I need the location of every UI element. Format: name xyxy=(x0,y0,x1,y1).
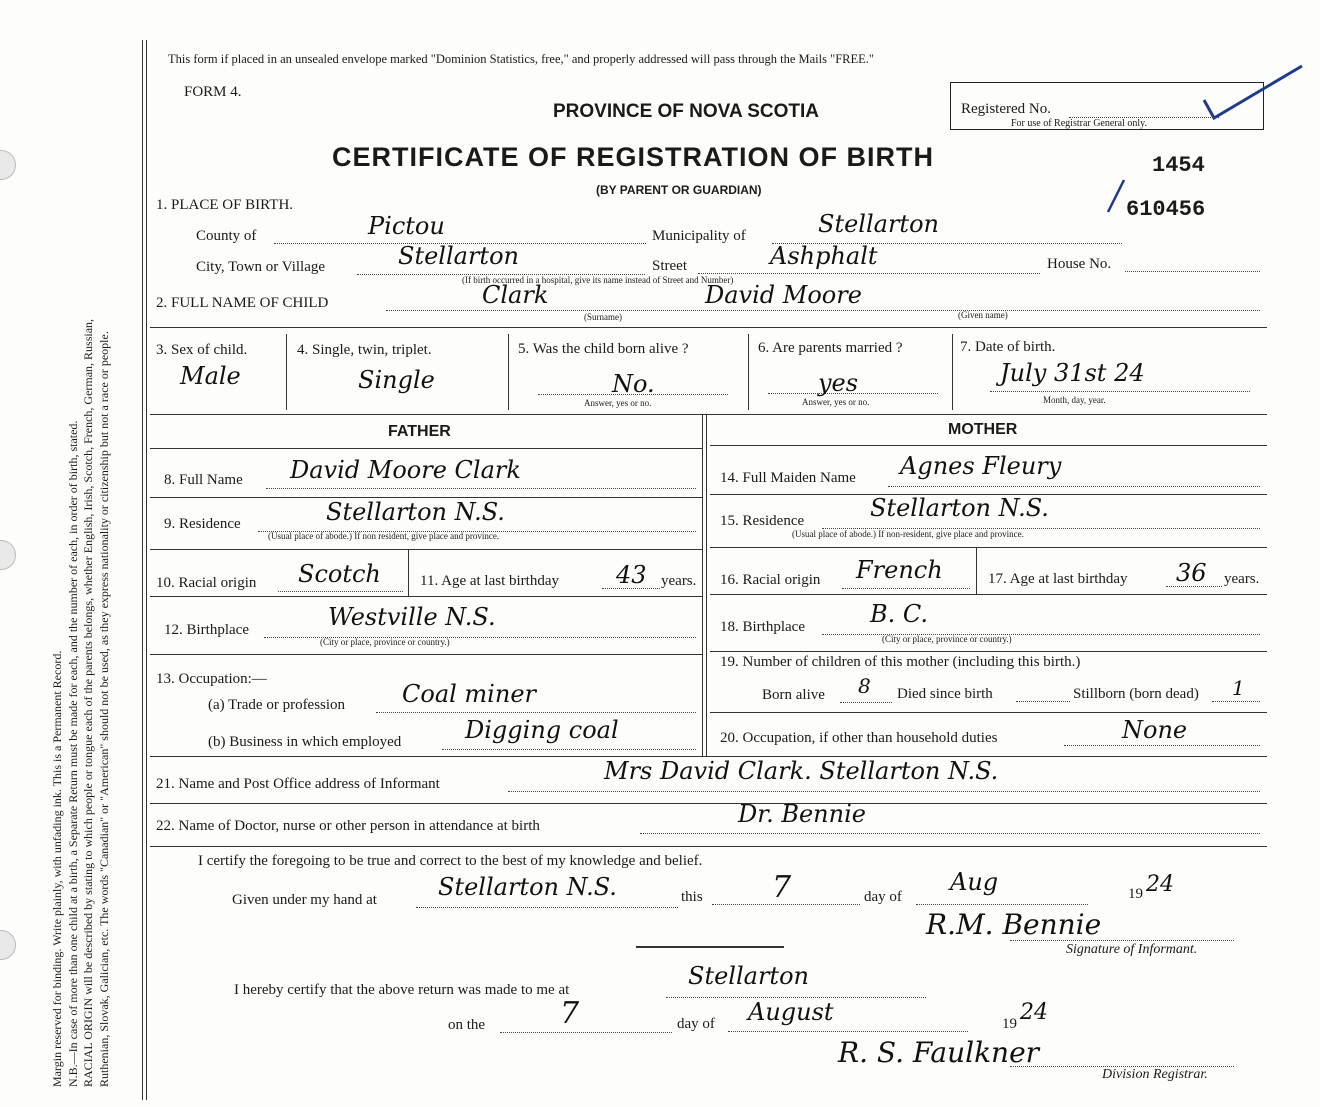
mother-age-value: 36 xyxy=(1176,559,1207,587)
informant-label: 21. Name and Post Office address of Informant xyxy=(156,776,440,792)
margin-line: Margin reserved for binding. Write plainly, with unfading ink. This is a Permanent Record. xyxy=(50,650,64,1087)
child-surname: Clark xyxy=(482,281,549,309)
business-label: (b) Business in which employed xyxy=(208,734,402,750)
trade-value: Coal miner xyxy=(402,680,536,708)
sex-value: Male xyxy=(180,362,241,390)
children-count-label: 19. Number of children of this mother (including this birth.) xyxy=(720,654,1081,670)
mother-heading: MOTHER xyxy=(948,421,1018,438)
province-heading: PROVINCE OF NOVA SCOTIA xyxy=(553,101,820,122)
died-since-birth-label: Died since birth xyxy=(897,686,993,702)
date-of-birth-label: 7. Date of birth. xyxy=(960,339,1056,355)
street-label: Street xyxy=(652,258,687,274)
given-under-hand-label: Given under my hand at xyxy=(232,892,377,908)
father-age-years: years. xyxy=(661,573,697,589)
registrar-year-value: 24 xyxy=(1020,1000,1048,1025)
informant-signature: R.M. Bennie xyxy=(926,908,1102,941)
date-of-birth-value: July 31st 24 xyxy=(1000,359,1145,387)
on-the-label: on the xyxy=(448,1017,486,1033)
given-day-value: 7 xyxy=(772,870,792,905)
mother-occupation-value: None xyxy=(1122,716,1188,744)
father-age-value: 43 xyxy=(616,561,647,589)
page-title: CERTIFICATE OF REGISTRATION OF BIRTH xyxy=(332,142,934,172)
parents-married-value: yes xyxy=(818,369,859,397)
mother-name-value: Agnes Fleury xyxy=(900,452,1062,480)
doctor-value: Dr. Bennie xyxy=(738,800,866,828)
given-year-prefix: 19 xyxy=(1128,886,1143,902)
date-of-birth-caption: Month, day, year. xyxy=(1043,395,1106,405)
registrar-day-value: 7 xyxy=(560,996,580,1031)
father-birthplace-value: Westville N.S. xyxy=(328,603,496,631)
city-label: City, Town or Village xyxy=(196,259,326,275)
postage-notice: This form if placed in an unsealed envelope marked "Dominion Statistics, free," and properly addressed will pass through the Mails "FREE." xyxy=(168,52,875,66)
given-name-caption: (Given name) xyxy=(958,310,1008,320)
mother-racial-value: French xyxy=(856,556,943,584)
stillborn-label: Stillborn (born dead) xyxy=(1073,686,1199,702)
municipality-label: Municipality of xyxy=(652,228,746,244)
county-value: Pictou xyxy=(368,212,445,240)
municipality-value: Stellarton xyxy=(818,210,939,238)
trade-label: (a) Trade or profession xyxy=(208,697,346,713)
father-residence-value: Stellarton N.S. xyxy=(326,498,505,526)
margin-rule xyxy=(142,40,143,1100)
registrar-month-value: August xyxy=(748,998,834,1026)
registrar-signature: R. S. Faulkner xyxy=(838,1036,1040,1069)
day-of-label: day of xyxy=(864,889,902,905)
child-given-name: David Moore xyxy=(705,281,862,309)
registrar-use-note: For use of Registrar General only. xyxy=(1011,118,1147,129)
registrar-year-prefix: 19 xyxy=(1002,1016,1017,1032)
mother-age-years: years. xyxy=(1224,571,1260,587)
informant-value: Mrs David Clark. Stellarton N.S. xyxy=(604,757,999,785)
mother-birthplace-label: 18. Birthplace xyxy=(720,619,805,635)
surname-caption: (Surname) xyxy=(584,312,622,322)
plurality-value: Single xyxy=(358,366,435,394)
mother-occupation-label: 20. Occupation, if other than household duties xyxy=(720,730,998,746)
registered-label: Registered No. xyxy=(961,101,1051,117)
hospital-note: (If birth occurred in a hospital, give its name instead of Street and Number) xyxy=(462,275,734,285)
margin-line: Ruthenian, Slovak, Galician, etc. The words "Canadian" or "American" should not be used, as they express nationality or citizenship but not a race or people. xyxy=(96,331,111,1087)
stillborn-value: 1 xyxy=(1232,676,1245,700)
given-month-value: Aug xyxy=(950,868,999,896)
given-place-value: Stellarton N.S. xyxy=(438,873,617,901)
father-residence-caption: (Usual place of abode.) If non resident, give place and province. xyxy=(268,531,500,541)
father-birthplace-caption: (City or place, province or country.) xyxy=(320,637,450,647)
house-number-label: House No. xyxy=(1047,256,1112,272)
sex-label: 3. Sex of child. xyxy=(156,342,248,358)
stamp-number-2: 610456 xyxy=(1126,197,1206,222)
born-alive-label: 5. Was the child born alive ? xyxy=(518,341,689,357)
given-year-value: 24 xyxy=(1146,872,1174,897)
mother-racial-label: 16. Racial origin xyxy=(720,572,821,588)
form-number: FORM 4. xyxy=(184,84,242,100)
mother-birthplace-caption: (City or place, province or country.) xyxy=(882,634,1012,644)
registrar-place-value: Stellarton xyxy=(688,962,809,990)
margin-line: N.B.—In case of more than one child at a birth, a Separate Return must be made for each, and the number of each, in order of birth, stated. xyxy=(65,420,80,1087)
page-subtitle: (BY PARENT OR GUARDIAN) xyxy=(596,183,762,197)
city-value: Stellarton xyxy=(398,242,519,270)
born-alive-count-label: Born alive xyxy=(762,687,825,703)
mother-name-label: 14. Full Maiden Name xyxy=(720,470,856,486)
business-value: Digging coal xyxy=(465,716,619,744)
born-alive-count-value: 8 xyxy=(858,674,871,698)
margin-line: RACIAL ORIGIN will be described by stating to which people or tongue each of the parents belongs, whether English, Irish, Scotch, French, German, Russian, xyxy=(81,318,95,1087)
father-age-label: 11. Age at last birthday xyxy=(420,573,559,589)
mother-residence-value: Stellarton N.S. xyxy=(870,494,1049,522)
margin-instructions xyxy=(0,0,140,1107)
stamp-number-1: 1454 xyxy=(1152,153,1205,178)
registrar-statement: I hereby certify that the above return was made to me at xyxy=(234,982,570,998)
father-heading: FATHER xyxy=(388,423,451,440)
margin-rule xyxy=(146,40,147,1100)
mother-residence-label: 15. Residence xyxy=(720,513,805,529)
registrar-day-of-label: day of xyxy=(677,1016,715,1032)
tick-mark-icon xyxy=(1100,176,1130,216)
place-of-birth-label: 1. PLACE OF BIRTH. xyxy=(156,197,294,213)
county-label: County of xyxy=(196,228,257,244)
born-alive-caption: Answer, yes or no. xyxy=(584,398,652,408)
informant-signature-caption: Signature of Informant. xyxy=(1066,942,1198,957)
mother-residence-caption: (Usual place of abode.) If non-resident, give place and province. xyxy=(792,529,1024,539)
father-racial-label: 10. Racial origin xyxy=(156,575,257,591)
parents-married-caption: Answer, yes or no. xyxy=(802,397,870,407)
father-name-value: David Moore Clark xyxy=(290,456,521,484)
street-value: Ashphalt xyxy=(770,242,878,270)
born-alive-value: No. xyxy=(612,370,655,398)
father-residence-label: 9. Residence xyxy=(164,516,241,532)
mother-age-label: 17. Age at last birthday xyxy=(988,571,1128,587)
child-name-label: 2. FULL NAME OF CHILD xyxy=(156,295,329,311)
father-birthplace-label: 12. Birthplace xyxy=(164,622,249,638)
checkmark-icon xyxy=(1190,60,1310,130)
parents-married-label: 6. Are parents married ? xyxy=(758,340,903,356)
father-name-label: 8. Full Name xyxy=(164,472,243,488)
this-label: this xyxy=(681,889,703,905)
mother-birthplace-value: B. C. xyxy=(870,600,929,628)
certification-statement: I certify the foregoing to be true and correct to the best of my knowledge and belief. xyxy=(198,853,703,869)
registrar-caption: Division Registrar. xyxy=(1102,1067,1208,1082)
occupation-label: 13. Occupation:— xyxy=(156,671,267,687)
plurality-label: 4. Single, twin, triplet. xyxy=(297,342,432,358)
father-racial-value: Scotch xyxy=(298,560,381,588)
doctor-label: 22. Name of Doctor, nurse or other person in attendance at birth xyxy=(156,818,540,834)
